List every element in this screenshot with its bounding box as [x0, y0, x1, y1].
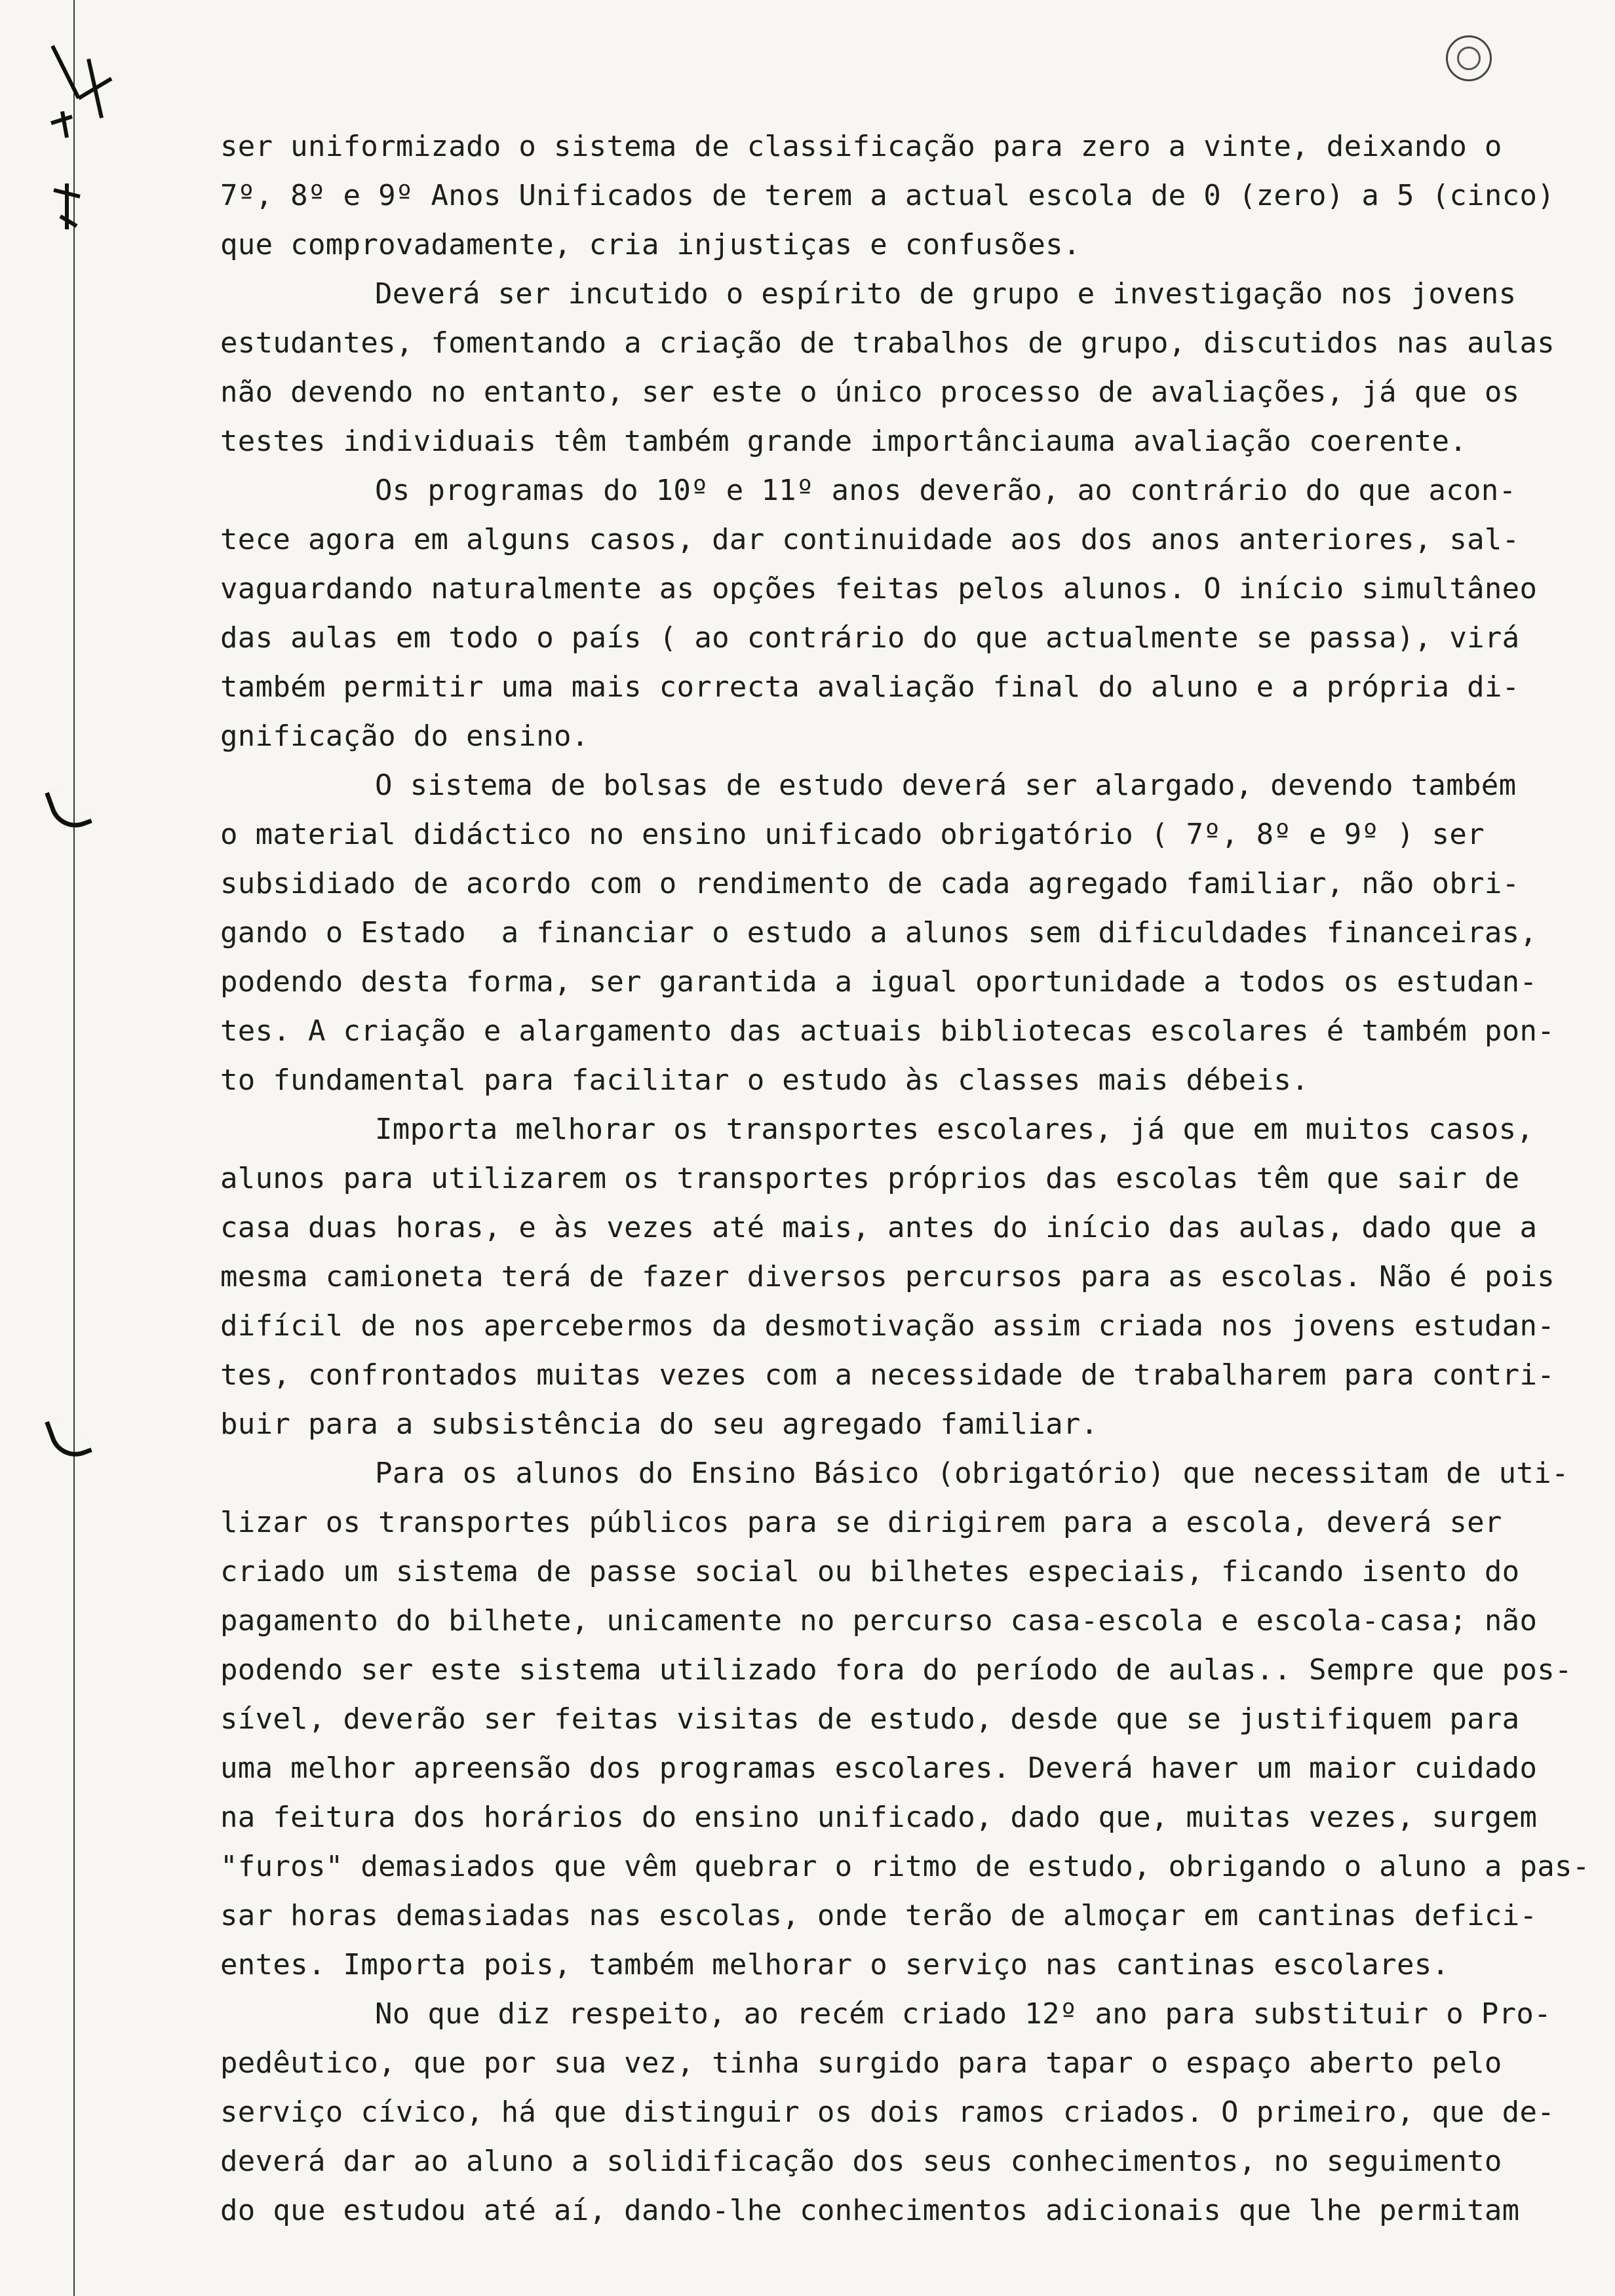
paragraph-start-line: Importa melhorar os transportes escolares, já que em muitos casos, — [375, 1113, 1534, 1146]
margin-annotation-mark — [46, 105, 85, 144]
text-line: na feitura dos horários do ensino unificado, dado que, muitas vezes, surgem — [220, 1801, 1538, 1834]
text-line: ser uniformizado o sistema de classificação para zero a vinte, deixando o — [220, 130, 1502, 163]
text-line: tes. A criação e alargamento das actuais bibliotecas escolares é também pon- — [220, 1014, 1555, 1048]
text-line: podendo desta forma, ser garantida a igual oportunidade a todos os estudan- — [220, 965, 1538, 999]
margin-annotation-mark — [47, 177, 93, 236]
text-line: das aulas em todo o país ( ao contrário do que actualmente se passa), virá — [220, 621, 1520, 655]
paragraph-start-line: O sistema de bolsas de estudo deverá ser alargado, devendo também — [375, 769, 1517, 802]
text-line: gando o Estado a financiar o estudo a alunos sem dificuldades financeiras, — [220, 916, 1538, 949]
stamp-seal — [1446, 35, 1492, 81]
text-line: lizar os transportes públicos para se dirigirem para a escola, deverá ser — [220, 1506, 1502, 1539]
paragraph-start-line: No que diz respeito, ao recém criado 12º ano para substituir o Pro- — [375, 1997, 1551, 2031]
text-line: não devendo no entanto, ser este o único processo de avaliações, já que os — [220, 375, 1520, 409]
text-line: vaguardando naturalmente as opções feitas pelos alunos. O início simultâneo — [220, 572, 1538, 605]
text-line: pedêutico, que por sua vez, tinha surgido para tapar o espaço aberto pelo — [220, 2046, 1502, 2080]
paragraph-start-line: Os programas do 10º e 11º anos deverão, ao contrário do que acon- — [375, 474, 1517, 507]
text-line: podendo ser este sistema utilizado fora do período de aulas.. Sempre que pos- — [220, 1653, 1572, 1687]
text-line: subsidiado de acordo com o rendimento de cada agregado familiar, não obri- — [220, 867, 1520, 900]
text-line: casa duas horas, e às vezes até mais, antes do início das aulas, dado que a — [220, 1211, 1538, 1244]
text-line: deverá dar ao aluno a solidificação dos seus conhecimentos, no seguimento — [220, 2145, 1502, 2178]
text-line: também permitir uma mais correcta avaliação final do aluno e a própria di- — [220, 670, 1520, 704]
text-line: 7º, 8º e 9º Anos Unificados de terem a actual escola de 0 (zero) a 5 (cinco) — [220, 179, 1555, 212]
text-line: sível, deverão ser feitas visitas de estudo, desde que se justifiquem para — [220, 1702, 1520, 1736]
text-line: entes. Importa pois, também melhorar o serviço nas cantinas escolares. — [220, 1948, 1450, 1981]
text-line: tes, confrontados muitas vezes com a necessidade de trabalharem para contri- — [220, 1358, 1555, 1392]
text-line: serviço cívico, há que distinguir os dois ramos criados. O primeiro, que de- — [220, 2095, 1555, 2129]
text-line: sar horas demasiadas nas escolas, onde terão de almoçar em cantinas defici- — [220, 1899, 1538, 1932]
text-line: que comprovadamente, cria injustiças e confusões. — [220, 228, 1081, 261]
paragraph-start-line: Para os alunos do Ensino Básico (obrigatório) que necessitam de uti- — [375, 1457, 1569, 1490]
text-line: difícil de nos apercebermos da desmotivação assim criada nos jovens estudan- — [220, 1309, 1555, 1343]
text-line: testes individuais têm também grande importânciauma avaliação coerente. — [220, 425, 1468, 458]
text-line: estudantes, fomentando a criação de trabalhos de grupo, discutidos nas aulas — [220, 326, 1555, 360]
punch-hole-mark — [45, 782, 92, 835]
document-body — [220, 122, 1590, 2235]
text-line: uma melhor apreensão dos programas escolares. Deverá haver um maior cuidado — [220, 1751, 1538, 1785]
text-line: criado um sistema de passe social ou bilhetes especiais, ficando isento do — [220, 1555, 1520, 1588]
text-line: gnificação do ensino. — [220, 719, 589, 753]
text-line: o material didáctico no ensino unificado obrigatório ( 7º, 8º e 9º ) ser — [220, 818, 1485, 851]
punch-hole-mark — [45, 1411, 92, 1464]
text-line: pagamento do bilhete, unicamente no percurso casa-escola e escola-casa; não — [220, 1604, 1538, 1637]
text-line: buir para a subsistência do seu agregado familiar. — [220, 1407, 1099, 1441]
paragraph-start-line: Deverá ser incutido o espírito de grupo e investigação nos jovens — [375, 277, 1517, 311]
text-line: "furos" demasiados que vêm quebrar o ritmo de estudo, obrigando o aluno a pas- — [220, 1850, 1590, 1883]
text-line: tece agora em alguns casos, dar continuidade aos dos anos anteriores, sal- — [220, 523, 1520, 556]
text-line: mesma camioneta terá de fazer diversos percursos para as escolas. Não é pois — [220, 1260, 1555, 1293]
text-line: to fundamental para facilitar o estudo às classes mais débeis. — [220, 1063, 1309, 1097]
page-left-border — [73, 0, 75, 2296]
text-line: do que estudou até aí, dando-lhe conhecimentos adicionais que lhe permitam — [220, 2194, 1520, 2227]
text-line: alunos para utilizarem os transportes próprios das escolas têm que sair de — [220, 1162, 1520, 1195]
